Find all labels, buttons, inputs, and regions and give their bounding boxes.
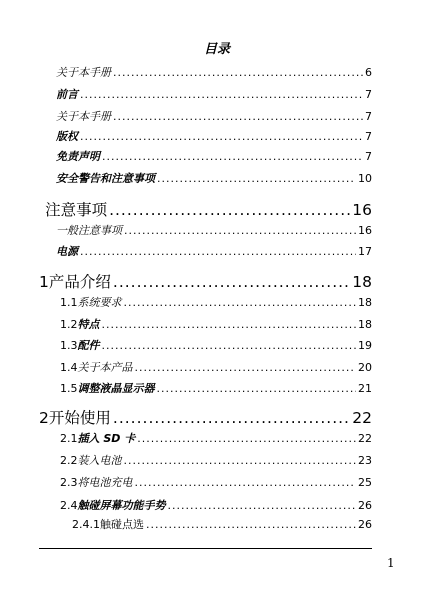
toc-entry[interactable] [56,243,372,259]
toc-entry-page: 26 [358,518,372,531]
toc-leader-dots [102,318,357,331]
toc-entry-label: 关于本手册 [56,66,111,79]
toc-leader-dots [113,66,363,79]
toc-entry-label: 关于本手册 [56,110,111,123]
toc-entry-number: 1.3 [60,339,78,352]
toc-leader-dots [80,88,363,101]
toc-entry-page: 19 [358,339,372,352]
toc-entry-number: 2.3 [60,476,78,489]
toc-leader-dots [102,150,363,163]
toc-entry-label: 触碰屏幕功能手势 [77,499,166,512]
toc-entry-page: 7 [365,150,372,163]
toc-entry-number: 2.4 [60,499,78,512]
toc-entry[interactable] [60,294,372,310]
toc-leader-dots [124,224,356,237]
toc-entry[interactable] [60,474,372,490]
toc-entry-label: 版权 [56,130,78,143]
toc-entry-label: 装入电池 [77,454,122,467]
toc-title: 目录 [203,42,230,57]
toc-entry[interactable] [60,337,372,353]
toc-entry[interactable] [56,128,372,144]
toc-entry-label: 前言 [56,88,78,101]
toc-entry-label: 特点 [77,318,100,331]
toc-entry[interactable] [56,86,372,102]
toc-leader-dots [113,409,350,427]
toc-entry[interactable] [56,170,372,186]
toc-entry[interactable] [56,64,372,80]
toc-entry[interactable] [60,452,372,468]
toc-entry-number: 2 [39,409,49,427]
toc-entry-label: 配件 [77,339,100,352]
toc-entry-page: 23 [358,454,372,467]
toc-entry-label: 免责声明 [56,150,100,163]
toc-entry-page: 6 [365,66,372,79]
toc-entry-label: 开始使用 [48,409,111,427]
toc-leader-dots [102,339,357,352]
toc-entry[interactable] [56,222,372,238]
toc-entry[interactable] [56,108,372,124]
toc-entry-page: 10 [358,172,372,185]
toc-entry[interactable] [56,148,372,164]
toc-leader-dots [135,476,357,489]
toc-leader-dots [124,454,357,467]
toc-entry-page: 18 [352,273,372,291]
toc-entry-page: 7 [365,88,372,101]
toc-entry-page: 16 [358,224,372,237]
toc-entry-number: 1.2 [60,318,78,331]
toc-leader-dots [137,432,356,445]
toc-entry-number: 2.4.1 [72,518,100,531]
page-number: 1 [387,556,395,570]
toc-entry-number: 2.1 [60,432,78,445]
toc-entry-label: 电源 [56,245,78,258]
toc-leader-dots [135,361,357,374]
toc-entry-page: 18 [358,296,372,309]
toc-leader-dots [109,201,350,219]
toc-leader-dots [157,172,356,185]
toc-leader-dots [113,110,363,123]
toc-entry-label: 安全警告和注意事项 [56,172,155,185]
toc-entry[interactable] [39,270,372,292]
toc-entry-page: 7 [365,110,372,123]
toc-entry[interactable] [39,406,372,428]
toc-leader-dots [80,130,363,143]
toc-entry-number: 1.5 [60,382,78,395]
toc-entry-label: 插入 SD 卡 [77,432,136,445]
toc-entry-label: 系统要求 [77,296,122,309]
toc-leader-dots [113,273,350,291]
toc-entry[interactable] [39,198,372,220]
toc-entry-page: 16 [352,201,372,219]
toc-leader-dots [80,245,356,258]
toc-entry-page: 22 [352,409,372,427]
toc-entry-page: 26 [358,499,372,512]
toc-entry-label: 注意事项 [45,201,108,219]
toc-entry-page: 21 [358,382,372,395]
toc-entry[interactable] [60,430,372,446]
toc-entry-label: 将电池充电 [77,476,133,489]
toc-entry[interactable] [60,380,372,396]
toc-entry-page: 18 [358,318,372,331]
toc-entry-label: 调整液晶显示器 [77,382,155,395]
toc-entry[interactable] [60,316,372,332]
toc-entry-number: 1.1 [60,296,78,309]
toc-entry-page: 25 [358,476,372,489]
toc-leader-dots [124,296,357,309]
toc-entry-label: 触碰点选 [100,518,144,531]
toc-entry[interactable] [72,516,372,532]
toc-entry-number: 1.4 [60,361,78,374]
toc-leader-dots [168,499,357,512]
toc-entry-number: 2.2 [60,454,78,467]
toc-entry-number: 1 [39,273,49,291]
toc-leader-dots [157,382,357,395]
toc-leader-dots [146,518,356,531]
toc-entry-page: 7 [365,130,372,143]
toc-entry-label: 关于本产品 [77,361,133,374]
toc-entry-label: 产品介绍 [48,273,111,291]
toc-entry-label: 一般注意事项 [56,224,122,237]
footer-rule [39,548,372,549]
toc-entry-page: 17 [358,245,372,258]
toc-entry[interactable] [60,497,372,513]
toc-entry-page: 22 [358,432,372,445]
toc-entry-page: 20 [358,361,372,374]
toc-entry[interactable] [60,359,372,375]
